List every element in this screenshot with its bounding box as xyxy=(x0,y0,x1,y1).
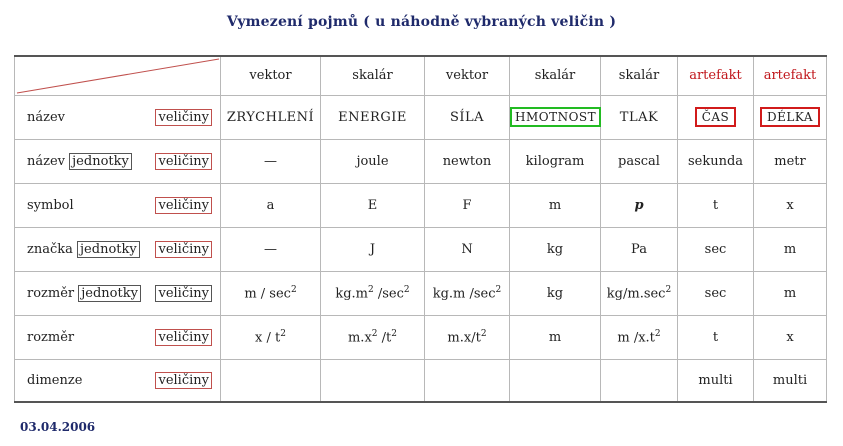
cell: ZRYCHLENÍ xyxy=(221,95,321,139)
cell: — xyxy=(221,227,321,271)
cell: F xyxy=(425,183,510,227)
cell: x xyxy=(754,315,827,359)
cell xyxy=(601,359,678,402)
cell: E xyxy=(321,183,425,227)
jednotky-box: jednotky xyxy=(69,153,132,170)
cell: x xyxy=(754,183,827,227)
row-label-nazev-jednotky xyxy=(15,139,221,183)
veliciny-box: veličiny xyxy=(155,197,212,214)
cell xyxy=(321,359,425,402)
cell: sec xyxy=(678,271,754,315)
row-label-dimenze-veliciny xyxy=(15,359,221,402)
table-row xyxy=(15,183,827,227)
cell-highlighted xyxy=(754,95,827,139)
veliciny-box: veličiny xyxy=(155,241,212,258)
row-label-text: rozměr xyxy=(27,285,75,301)
type-cell: vektor xyxy=(425,56,510,95)
row-label-text: rozměr xyxy=(27,329,75,345)
cell: N xyxy=(425,227,510,271)
cell: $kg.m^2$ $/\sec^2$ xyxy=(321,271,425,315)
row-label-symbol-veliciny xyxy=(15,183,221,227)
row-label-text: název xyxy=(27,109,66,125)
cell: m xyxy=(510,315,601,359)
cell: kilogram xyxy=(510,139,601,183)
row-label-rozmer-jednotky xyxy=(15,271,221,315)
cell: J xyxy=(321,227,425,271)
row-label-text: značka xyxy=(27,241,73,257)
type-cell-artefakt: artefakt xyxy=(678,56,754,95)
page-title: Vymezení pojmů ( u náhodně vybraných veličin ) xyxy=(226,14,617,30)
date-footer: 03.04.2006 xyxy=(20,420,96,434)
red-highlight: ČAS xyxy=(695,107,737,127)
cell: m xyxy=(754,227,827,271)
green-highlight: HMOTNOST xyxy=(510,107,601,127)
jednotky-box: jednotky xyxy=(78,285,141,302)
type-cell: vektor xyxy=(221,56,321,95)
cell: joule xyxy=(321,139,425,183)
cell-highlighted xyxy=(678,95,754,139)
corner-cell xyxy=(15,56,221,95)
cell xyxy=(221,359,321,402)
cell: pascal xyxy=(601,139,678,183)
cell: m $/x.t^2$ xyxy=(601,315,678,359)
table-row xyxy=(15,315,827,359)
table-row xyxy=(15,359,827,402)
cell: metr xyxy=(754,139,827,183)
cell: kg xyxy=(510,271,601,315)
cell: m / $\sec^2$ xyxy=(221,271,321,315)
table-row xyxy=(15,139,827,183)
cell: $m.x/t^2$ xyxy=(425,315,510,359)
cell: SÍLA xyxy=(425,95,510,139)
type-cell: skalár xyxy=(321,56,425,95)
row-label-text: symbol xyxy=(27,197,74,213)
concepts-table xyxy=(14,55,827,403)
cell: sekunda xyxy=(678,139,754,183)
table-row xyxy=(15,271,827,315)
cell: multi xyxy=(678,359,754,402)
veliciny-box: veličiny xyxy=(155,153,212,170)
type-cell-artefakt: artefakt xyxy=(754,56,827,95)
cell: — xyxy=(221,139,321,183)
cell: TLAK xyxy=(601,95,678,139)
header-row xyxy=(15,56,827,95)
cell: p xyxy=(601,183,678,227)
table-row xyxy=(15,227,827,271)
cell: t xyxy=(678,315,754,359)
cell: m xyxy=(510,183,601,227)
row-label-nazev-veliciny xyxy=(15,95,221,139)
row-label-text: název xyxy=(27,153,66,169)
red-highlight: DÉLKA xyxy=(760,107,820,127)
diagonal-line xyxy=(15,57,221,96)
cell xyxy=(425,359,510,402)
cell: ENERGIE xyxy=(321,95,425,139)
cell: Pa xyxy=(601,227,678,271)
cell-highlighted xyxy=(510,95,601,139)
cell xyxy=(510,359,601,402)
cell: $m.x^2$ $/t^2$ xyxy=(321,315,425,359)
veliciny-box: veličiny xyxy=(155,329,212,346)
type-cell: skalár xyxy=(510,56,601,95)
veliciny-box: veličiny xyxy=(155,285,212,302)
jednotky-box: jednotky xyxy=(77,241,140,258)
table-row xyxy=(15,95,827,139)
veliciny-box: veličiny xyxy=(155,109,212,126)
cell: m xyxy=(754,271,827,315)
cell: $kg/m.\sec^2$ xyxy=(601,271,678,315)
cell: t xyxy=(678,183,754,227)
row-label-text: dimenze xyxy=(27,372,83,388)
cell: kg xyxy=(510,227,601,271)
cell: multi xyxy=(754,359,827,402)
cell: a xyxy=(221,183,321,227)
cell: newton xyxy=(425,139,510,183)
cell: kg.m $/\sec^2$ xyxy=(425,271,510,315)
row-label-rozmer-veliciny xyxy=(15,315,221,359)
cell: x / $t^2$ xyxy=(221,315,321,359)
row-label-znacka-jednotky xyxy=(15,227,221,271)
cell: sec xyxy=(678,227,754,271)
type-cell: skalár xyxy=(601,56,678,95)
veliciny-box: veličiny xyxy=(155,372,212,389)
